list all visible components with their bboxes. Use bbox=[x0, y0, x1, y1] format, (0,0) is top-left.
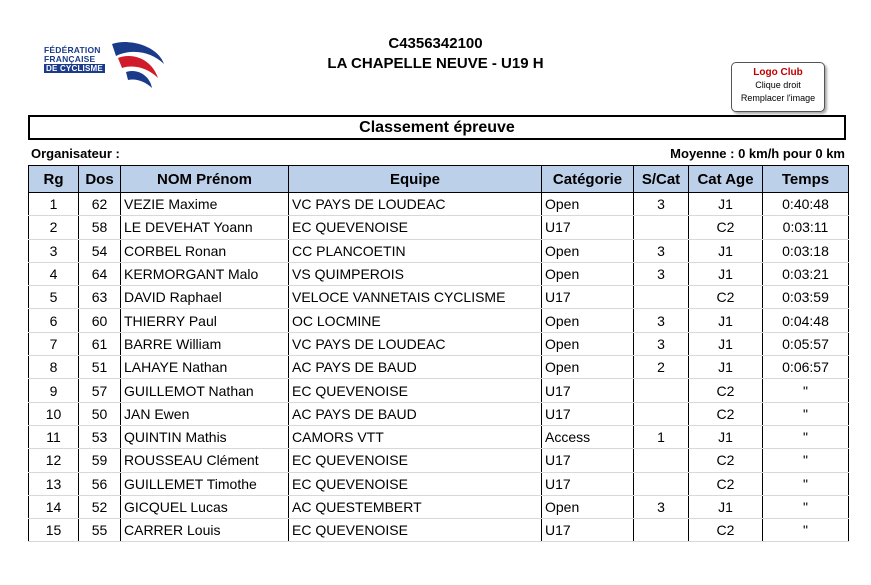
cell-catage: J1 bbox=[689, 425, 763, 448]
cell-temps: " bbox=[763, 519, 849, 542]
cell-categorie: Open bbox=[542, 193, 634, 216]
cell-scat: 3 bbox=[634, 495, 689, 518]
cell-temps: 0:06:57 bbox=[763, 356, 849, 379]
cell-rg: 13 bbox=[29, 472, 79, 495]
cell-nom: KERMORGANT Malo bbox=[121, 262, 289, 285]
cell-catage: J1 bbox=[689, 193, 763, 216]
results-table bbox=[28, 165, 849, 542]
cell-catage: C2 bbox=[689, 519, 763, 542]
cell-catage: C2 bbox=[689, 379, 763, 402]
cell-dos: 64 bbox=[79, 262, 121, 285]
cell-scat bbox=[634, 519, 689, 542]
cell-dos: 52 bbox=[79, 495, 121, 518]
cell-catage: C2 bbox=[689, 449, 763, 472]
cell-nom: ROUSSEAU Clément bbox=[121, 449, 289, 472]
cell-scat bbox=[634, 449, 689, 472]
cell-categorie: U17 bbox=[542, 216, 634, 239]
cell-catage: J1 bbox=[689, 495, 763, 518]
cell-dos: 58 bbox=[79, 216, 121, 239]
cell-dos: 63 bbox=[79, 286, 121, 309]
table-header-row bbox=[29, 166, 849, 193]
table-row bbox=[29, 402, 849, 425]
cell-equipe: EC QUEVENOISE bbox=[289, 519, 542, 542]
cell-dos: 53 bbox=[79, 425, 121, 448]
cell-categorie: U17 bbox=[542, 286, 634, 309]
cell-rg: 1 bbox=[29, 193, 79, 216]
col-dos: Dos bbox=[79, 166, 121, 193]
results-body bbox=[29, 193, 849, 542]
cell-scat: 1 bbox=[634, 425, 689, 448]
cell-nom: JAN Ewen bbox=[121, 402, 289, 425]
col-categorie: Catégorie bbox=[542, 166, 634, 193]
col-catage: Cat Age bbox=[689, 166, 763, 193]
cell-temps: 0:40:48 bbox=[763, 193, 849, 216]
club-logo-placeholder[interactable] bbox=[731, 62, 825, 112]
cell-dos: 60 bbox=[79, 309, 121, 332]
cell-nom: GICQUEL Lucas bbox=[121, 495, 289, 518]
cell-nom: THIERRY Paul bbox=[121, 309, 289, 332]
ffc-logo-line3: CYCLISME bbox=[59, 64, 103, 73]
club-logo-line3: Remplacer l'image bbox=[740, 93, 816, 103]
cell-catage: J1 bbox=[689, 262, 763, 285]
cell-dos: 55 bbox=[79, 519, 121, 542]
cell-equipe: EC QUEVENOISE bbox=[289, 216, 542, 239]
event-title: LA CHAPELLE NEUVE - U19 H bbox=[327, 55, 544, 72]
table-row bbox=[29, 425, 849, 448]
club-logo-line2: Clique droit bbox=[755, 80, 801, 90]
cell-temps: 0:03:21 bbox=[763, 262, 849, 285]
cell-rg: 12 bbox=[29, 449, 79, 472]
cell-categorie: Open bbox=[542, 495, 634, 518]
cell-nom: VEZIE Maxime bbox=[121, 193, 289, 216]
cell-nom: GUILLEMOT Nathan bbox=[121, 379, 289, 402]
cell-temps: 0:03:59 bbox=[763, 286, 849, 309]
cell-categorie: U17 bbox=[542, 379, 634, 402]
cell-temps: 0:03:18 bbox=[763, 239, 849, 262]
table-row bbox=[29, 286, 849, 309]
table-row bbox=[29, 519, 849, 542]
cell-nom: BARRE William bbox=[121, 332, 289, 355]
cell-temps: " bbox=[763, 472, 849, 495]
cell-catage: C2 bbox=[689, 402, 763, 425]
cell-dos: 50 bbox=[79, 402, 121, 425]
table-row bbox=[29, 216, 849, 239]
cell-rg: 9 bbox=[29, 379, 79, 402]
ffc-logo-line1: FÉDÉRATION bbox=[44, 45, 101, 55]
table-row bbox=[29, 495, 849, 518]
cell-rg: 3 bbox=[29, 239, 79, 262]
cell-equipe: CAMORS VTT bbox=[289, 425, 542, 448]
cell-dos: 62 bbox=[79, 193, 121, 216]
cell-temps: " bbox=[763, 495, 849, 518]
table-row bbox=[29, 309, 849, 332]
cell-nom: QUINTIN Mathis bbox=[121, 425, 289, 448]
cell-nom: LAHAYE Nathan bbox=[121, 356, 289, 379]
cell-categorie: Open bbox=[542, 239, 634, 262]
cell-nom: GUILLEMET Timothe bbox=[121, 472, 289, 495]
cell-dos: 57 bbox=[79, 379, 121, 402]
cell-equipe: VC PAYS DE LOUDEAC bbox=[289, 193, 542, 216]
table-row bbox=[29, 449, 849, 472]
cell-categorie: Open bbox=[542, 332, 634, 355]
cell-dos: 51 bbox=[79, 356, 121, 379]
table-row bbox=[29, 239, 849, 262]
cell-categorie: U17 bbox=[542, 519, 634, 542]
cell-temps: " bbox=[763, 425, 849, 448]
ffc-logo-line2: FRANÇAISE bbox=[44, 54, 96, 64]
cell-categorie: U17 bbox=[542, 472, 634, 495]
col-nom: NOM Prénom bbox=[121, 166, 289, 193]
cell-nom: CARRER Louis bbox=[121, 519, 289, 542]
col-temps: Temps bbox=[763, 166, 849, 193]
cell-temps: 0:05:57 bbox=[763, 332, 849, 355]
organisateur-label: Organisateur : bbox=[31, 146, 120, 161]
cell-catage: C2 bbox=[689, 216, 763, 239]
cell-equipe: OC LOCMINE bbox=[289, 309, 542, 332]
cell-temps: 0:03:11 bbox=[763, 216, 849, 239]
moyenne-label: Moyenne : 0 km/h pour 0 km bbox=[670, 146, 845, 161]
cell-equipe: CC PLANCOETIN bbox=[289, 239, 542, 262]
cell-equipe: AC PAYS DE BAUD bbox=[289, 356, 542, 379]
cell-categorie: Open bbox=[542, 309, 634, 332]
cell-scat: 3 bbox=[634, 193, 689, 216]
cell-equipe: VELOCE VANNETAIS CYCLISME bbox=[289, 286, 542, 309]
cell-rg: 10 bbox=[29, 402, 79, 425]
cell-scat bbox=[634, 286, 689, 309]
cell-catage: J1 bbox=[689, 332, 763, 355]
cell-equipe: EC QUEVENOISE bbox=[289, 472, 542, 495]
cell-equipe: VC PAYS DE LOUDEAC bbox=[289, 332, 542, 355]
cell-dos: 56 bbox=[79, 472, 121, 495]
col-scat: S/Cat bbox=[634, 166, 689, 193]
cell-catage: J1 bbox=[689, 309, 763, 332]
cell-nom: DAVID Raphael bbox=[121, 286, 289, 309]
cell-equipe: AC QUESTEMBERT bbox=[289, 495, 542, 518]
cell-temps: " bbox=[763, 449, 849, 472]
cell-categorie: U17 bbox=[542, 402, 634, 425]
col-rg: Rg bbox=[29, 166, 79, 193]
cell-categorie: Open bbox=[542, 356, 634, 379]
cell-scat: 3 bbox=[634, 332, 689, 355]
cell-equipe: VS QUIMPEROIS bbox=[289, 262, 542, 285]
cell-equipe: AC PAYS DE BAUD bbox=[289, 402, 542, 425]
table-row bbox=[29, 356, 849, 379]
cell-categorie: U17 bbox=[542, 449, 634, 472]
cell-rg: 4 bbox=[29, 262, 79, 285]
cell-scat: 3 bbox=[634, 262, 689, 285]
cell-categorie: Open bbox=[542, 262, 634, 285]
section-title: Classement épreuve bbox=[28, 115, 846, 140]
cell-catage: C2 bbox=[689, 472, 763, 495]
cell-dos: 54 bbox=[79, 239, 121, 262]
cell-scat bbox=[634, 402, 689, 425]
cell-catage: J1 bbox=[689, 239, 763, 262]
cell-rg: 6 bbox=[29, 309, 79, 332]
table-row bbox=[29, 379, 849, 402]
cell-scat: 3 bbox=[634, 239, 689, 262]
cell-scat bbox=[634, 216, 689, 239]
cell-temps: 0:04:48 bbox=[763, 309, 849, 332]
club-logo-line1: Logo Club bbox=[753, 67, 803, 78]
cell-temps: " bbox=[763, 379, 849, 402]
cell-rg: 7 bbox=[29, 332, 79, 355]
cell-categorie: Access bbox=[542, 425, 634, 448]
cell-dos: 59 bbox=[79, 449, 121, 472]
col-equipe: Equipe bbox=[289, 166, 542, 193]
cell-scat: 3 bbox=[634, 309, 689, 332]
table-row bbox=[29, 193, 849, 216]
cell-catage: J1 bbox=[689, 356, 763, 379]
table-row bbox=[29, 472, 849, 495]
cell-rg: 5 bbox=[29, 286, 79, 309]
cell-rg: 8 bbox=[29, 356, 79, 379]
cell-temps: " bbox=[763, 402, 849, 425]
cell-rg: 14 bbox=[29, 495, 79, 518]
cell-rg: 2 bbox=[29, 216, 79, 239]
ffc-logo-prefix: DE bbox=[46, 64, 58, 73]
cell-equipe: EC QUEVENOISE bbox=[289, 449, 542, 472]
table-row bbox=[29, 262, 849, 285]
cell-catage: C2 bbox=[689, 286, 763, 309]
event-code: C4356342100 bbox=[388, 35, 483, 52]
cell-nom: CORBEL Ronan bbox=[121, 239, 289, 262]
cell-nom: LE DEVEHAT Yoann bbox=[121, 216, 289, 239]
cell-rg: 11 bbox=[29, 425, 79, 448]
cell-dos: 61 bbox=[79, 332, 121, 355]
cell-equipe: EC QUEVENOISE bbox=[289, 379, 542, 402]
cell-scat bbox=[634, 379, 689, 402]
cell-scat bbox=[634, 472, 689, 495]
cell-rg: 15 bbox=[29, 519, 79, 542]
table-row bbox=[29, 332, 849, 355]
cell-scat: 2 bbox=[634, 356, 689, 379]
